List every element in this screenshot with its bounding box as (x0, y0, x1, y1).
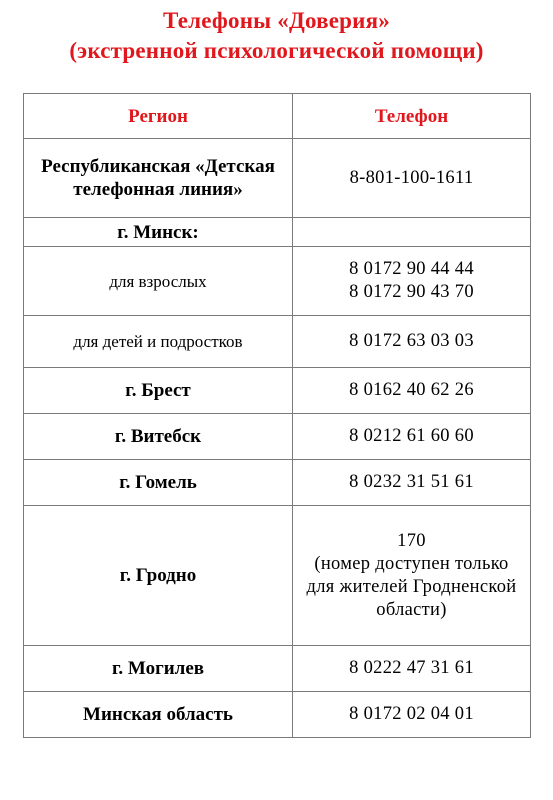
region-cell: г. Витебск (24, 414, 293, 460)
phone-number: 8-801-100-1611 (349, 167, 474, 188)
region-cell: для взрослых (24, 247, 293, 316)
region-cell: Республиканская «Детская телефонная линия» (24, 139, 293, 218)
table-row (24, 368, 531, 414)
phone-cell (293, 368, 531, 414)
table-row (24, 692, 531, 738)
phone-cell (293, 646, 531, 692)
region-cell: г. Гродно (24, 506, 293, 646)
phone-number: 170 (397, 530, 426, 551)
table-row (24, 646, 531, 692)
phone-cell (293, 506, 531, 646)
table-row (24, 460, 531, 506)
phone-number: 8 0162 40 62 26 (349, 380, 474, 400)
table-row (24, 247, 531, 316)
table-row (24, 414, 531, 460)
phone-cell (293, 692, 531, 738)
phone-cell (293, 247, 531, 316)
phone-cell (293, 414, 531, 460)
phone-cell (293, 460, 531, 506)
phone-number: 8 0172 63 03 03 (349, 331, 474, 351)
phone-number: 8 0212 61 60 60 (349, 426, 474, 446)
header-phone: Телефон (293, 94, 531, 139)
hotline-table (23, 93, 531, 738)
phone-cell (293, 316, 531, 368)
region-cell: г. Минск: (24, 218, 293, 247)
header-region: Регион (24, 94, 293, 139)
table-row (24, 139, 531, 218)
table-header-row (24, 94, 531, 139)
phone-cell (293, 139, 531, 218)
region-cell: г. Гомель (24, 460, 293, 506)
phone-number: 8 0172 90 44 44 (349, 259, 474, 279)
region-cell: г. Брест (24, 368, 293, 414)
phone-number: 8 0172 02 04 01 (349, 704, 474, 724)
phone-number: 8 0222 47 31 61 (349, 658, 474, 678)
phone-number: 8 0172 90 43 70 (349, 282, 474, 302)
region-cell: Минская область (24, 692, 293, 738)
page-title: Телефоны «Доверия» (163, 8, 390, 33)
table-row (24, 506, 531, 646)
table-row (24, 218, 531, 247)
table-row (24, 316, 531, 368)
region-cell: г. Могилев (24, 646, 293, 692)
page-subtitle: (экстренной психологической помощи) (69, 38, 484, 63)
phone-note: (номер доступен только для жителей Гродненской области) (306, 553, 517, 620)
region-cell: для детей и подростков (24, 316, 293, 368)
phone-cell (293, 218, 531, 247)
phone-number: 8 0232 31 51 61 (349, 472, 474, 492)
